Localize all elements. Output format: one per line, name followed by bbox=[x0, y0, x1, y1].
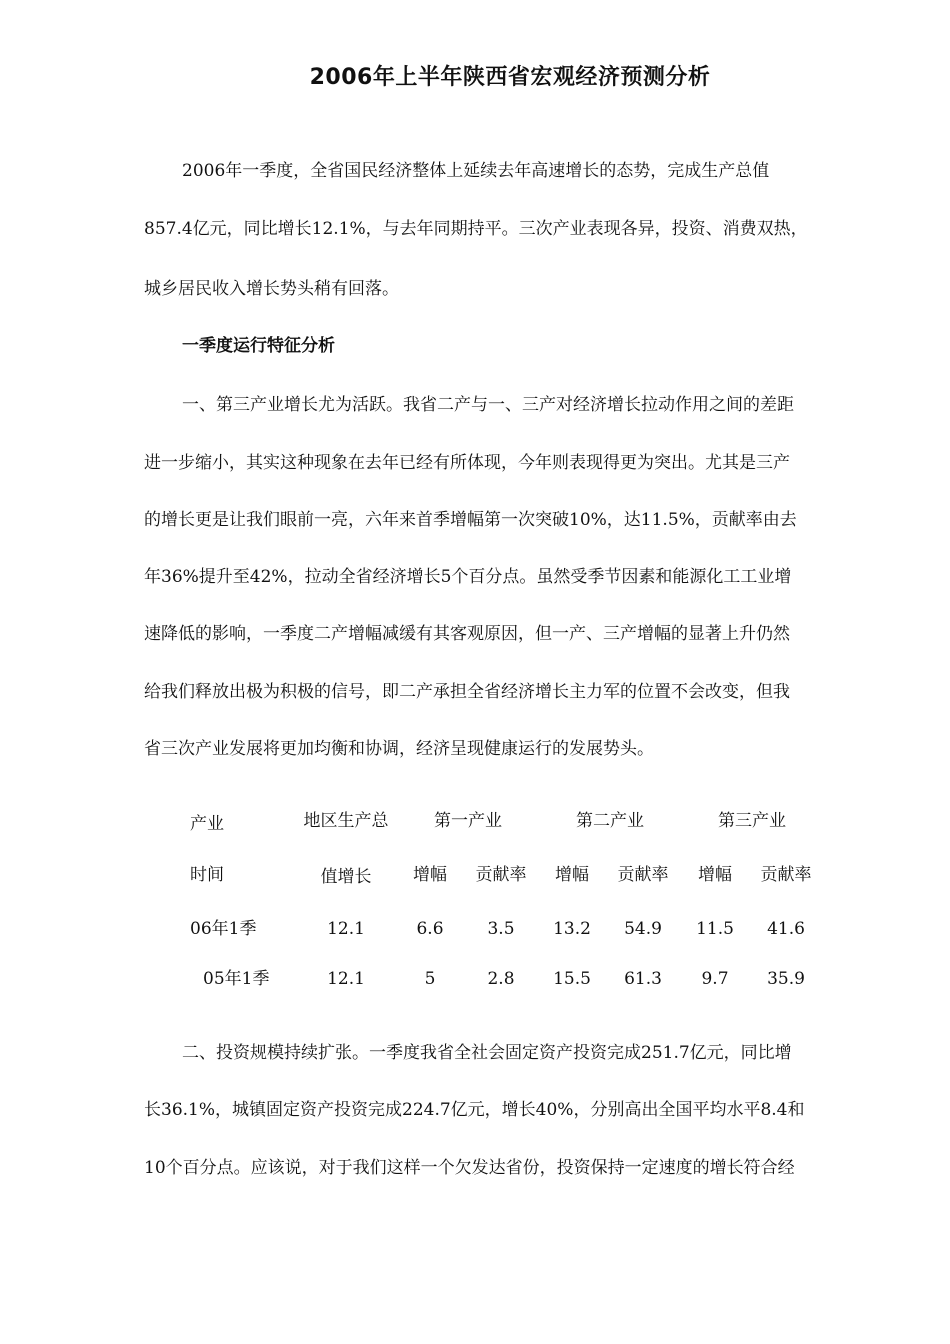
table-row-2005-label: 05年1季 bbox=[203, 969, 270, 989]
table-cell: 15.5 bbox=[553, 969, 591, 989]
point2-line-3: 10个百分点。应该说，对于我们这样一个欠发达省份，投资保持一定速度的增长符合经 bbox=[144, 1158, 795, 1178]
table-cell: 11.5 bbox=[696, 919, 734, 939]
table-row-2006-label: 06年1季 bbox=[190, 919, 257, 939]
table-header-gdp: 地区生产总 bbox=[303, 811, 389, 831]
table-header-tertiary: 第三产业 bbox=[718, 811, 786, 831]
table-header-secondary-contribution: 贡献率 bbox=[617, 865, 669, 885]
intro-line-1: 2006年一季度，全省国民经济整体上延续去年高速增长的态势，完成生产总值 bbox=[182, 161, 770, 181]
table-cell: 9.7 bbox=[701, 969, 729, 989]
point2-line-2: 长36.1%，城镇固定资产投资完成224.7亿元，增长40%，分别高出全国平均水平8.4和 bbox=[144, 1100, 805, 1120]
table-header-time: 时间 bbox=[190, 865, 224, 885]
table-cell: 12.1 bbox=[327, 919, 365, 939]
table-header-primary-growth: 增幅 bbox=[413, 865, 447, 885]
table-cell: 54.9 bbox=[624, 919, 662, 939]
table-cell: 6.6 bbox=[416, 919, 444, 939]
table-header-gdp-growth: 值增长 bbox=[320, 867, 372, 887]
page-title: 2006年上半年陕西省宏观经济预测分析 bbox=[309, 65, 711, 90]
table-header-primary: 第一产业 bbox=[434, 811, 502, 831]
point1-line-4: 年36%提升至42%，拉动全省经济增长5个百分点。虽然受季节因素和能源化工工业增 bbox=[144, 567, 792, 587]
table-header-tertiary-growth: 增幅 bbox=[698, 865, 732, 885]
point1-line-7: 省三次产业发展将更加均衡和协调，经济呈现健康运行的发展势头。 bbox=[144, 739, 654, 759]
table-header-secondary: 第二产业 bbox=[576, 811, 644, 831]
table-header-primary-contribution: 贡献率 bbox=[475, 865, 527, 885]
table-cell: 2.8 bbox=[487, 969, 515, 989]
table-cell: 35.9 bbox=[767, 969, 805, 989]
point1-line-6: 给我们释放出极为积极的信号，即二产承担全省经济增长主力军的位置不会改变，但我 bbox=[144, 682, 790, 702]
intro-line-3: 城乡居民收入增长势头稍有回落。 bbox=[144, 279, 399, 299]
section-heading: 一季度运行特征分析 bbox=[182, 336, 335, 356]
point1-line-1: 一、第三产业增长尤为活跃。我省二产与一、三产对经济增长拉动作用之间的差距 bbox=[182, 395, 794, 415]
table-header-secondary-growth: 增幅 bbox=[555, 865, 589, 885]
table-cell: 5 bbox=[424, 969, 436, 989]
point2-line-1: 二、投资规模持续扩张。一季度我省全社会固定资产投资完成251.7亿元，同比增 bbox=[182, 1043, 792, 1063]
table-cell: 61.3 bbox=[624, 969, 662, 989]
point1-line-5: 速降低的影响，一季度二产增幅减缓有其客观原因，但一产、三产增幅的显著上升仍然 bbox=[144, 624, 790, 644]
intro-line-2: 857.4亿元，同比增长12.1%，与去年同期持平。三次产业表现各异，投资、消费双热， bbox=[144, 219, 808, 239]
table-cell: 41.6 bbox=[767, 919, 805, 939]
table-header-tertiary-contribution: 贡献率 bbox=[760, 865, 812, 885]
table-cell: 13.2 bbox=[553, 919, 591, 939]
point1-line-3: 的增长更是让我们眼前一亮，六年来首季增幅第一次突破10%，达11.5%，贡献率由去 bbox=[144, 510, 797, 530]
point1-line-2: 进一步缩小，其实这种现象在去年已经有所体现，今年则表现得更为突出。尤其是三产 bbox=[144, 453, 790, 473]
table-cell: 12.1 bbox=[327, 969, 365, 989]
table-header-industry: 产业 bbox=[190, 814, 224, 834]
table-cell: 3.5 bbox=[487, 919, 515, 939]
